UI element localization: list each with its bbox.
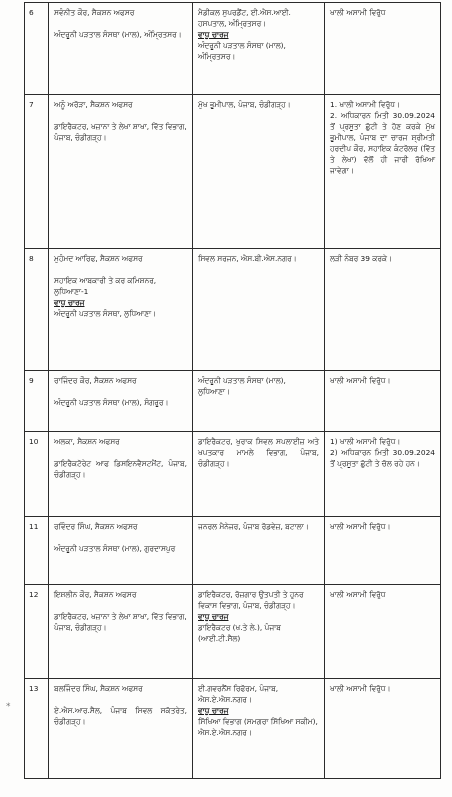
officer-name: ਰਵਿੰਦਰ ਸਿੰਘ, ਸੈਕਸ਼ਨ ਅਫਸਰ: [54, 522, 138, 531]
new-posting-cell: [193, 3, 325, 95]
remarks-cell: ਖਾਲੀ ਅਸਾਮੀ ਵਿਰੁੱਧ: [325, 3, 441, 95]
serial-number: 7: [25, 95, 49, 249]
remarks-cell: ਖਾਲੀ ਅਸਾਮੀ ਵਿਰੁੱਧ।: [325, 371, 441, 432]
new-posting: ਡਾਇਰੈਕਟਰ, ਖੁਰਾਕ ਸਿਵਲ ਸਪਲਾਈਜ਼ ਅਤੇ ਖਪਤਕਾਰ ਮਾਮਲੇ ਵਿਭਾਗ, ਪੰਜਾਬ, ਚੰਡੀਗੜ੍ਹ।: [198, 437, 319, 468]
remark-line: 2) ਅਧਿਕਾਰਨ ਮਿਤੀ 30.09.2024 ਤੋਂ ਪ੍ਰਸੂਤਾ ਛੁੱਟੀ ਤੇ ਚੱਲ ਰਹੇ ਹਨ।: [330, 448, 435, 468]
present-posting: ਸਹਾਇਕ ਆਬਕਾਰੀ ਤੇ ਕਰ ਕਮਿਸ਼ਨਰ, ਲੁਧਿਆਣਾ-1: [54, 276, 157, 296]
table-row: [25, 585, 441, 679]
table-row: [25, 371, 441, 432]
officer-cell: [49, 517, 193, 585]
remarks-cell: [325, 432, 441, 517]
new-posting: ਸਿਵਲ ਸਰਜਨ, ਐਸ.ਬੀ.ਐਸ.ਨਗਰ।: [198, 254, 297, 263]
present-posting: ਅੰਦਰੂਨੀ ਪੜਤਾਲ ਸੰਸਥਾ (ਮਾਲ), ਅੰਮ੍ਰਿਤਸਰ।: [54, 30, 182, 39]
extra-charge-posting: ਅੰਦਰੂਨੀ ਪੜਤਾਲ ਸੰਸਥਾ, ਲੁਧਿਆਣਾ।: [54, 309, 157, 318]
present-posting: ਡਾਇਰੈਕਟਰ, ਖਜ਼ਾਨਾ ਤੇ ਲੇਖਾ ਸ਼ਾਖਾ, ਵਿੱਤ ਵਿਭਾਗ, ਪੰਜਾਬ, ਚੰਡੀਗੜ੍ਹ।: [54, 122, 187, 142]
serial-number: 13: [25, 679, 49, 779]
extra-charge-posting: ਅੰਦਰੂਨੀ ਪੜਤਾਲ ਸੰਸਥਾ (ਮਾਲ), ਅੰਮ੍ਰਿਤਸਰ।: [198, 41, 286, 61]
table-row: [25, 249, 441, 371]
new-posting-cell: [193, 679, 325, 779]
officer-name: ਅਨੂੰ ਅਰੋੜਾ, ਸੈਕਸ਼ਨ ਅਫਸਰ: [54, 100, 133, 109]
serial-number: 8: [25, 249, 49, 371]
remarks-cell: ਲੜੀ ਨੰਬਰ 39 ਕਰਕੇ।: [325, 249, 441, 371]
officer-cell: [49, 679, 193, 779]
officer-name: ਰਾਜਿੰਦਰ ਕੌਰ, ਸੈਕਸ਼ਨ ਅਫਸਰ: [54, 376, 137, 385]
extra-charge-label: ਵਾਧੂ ਚਾਰਜ: [198, 706, 229, 715]
officer-name: ਮੁਹੰਮਦ ਆਰਿਫ, ਸੈਕਸ਼ਨ ਅਫਸਰ: [54, 254, 143, 263]
table-row: [25, 679, 441, 779]
remarks-cell: ਖਾਲੀ ਅਸਾਮੀ ਵਿਰੁੱਧ: [325, 585, 441, 679]
officer-name: ਇਸ਼ਲੀਨ ਕੌਰ, ਸੈਕਸ਼ਨ ਅਫਸਰ: [54, 590, 137, 599]
officer-cell: [49, 3, 193, 95]
serial-number: 12: [25, 585, 49, 679]
extra-charge-posting: ਸਿੱਖਿਆ ਵਿਭਾਗ (ਸਮਗਰਾ ਸਿੱਖਿਆ ਸਕੀਮ), ਐਸ.ਏ.ਐਸ.ਨਗਰ।: [198, 717, 318, 737]
posting-table: [24, 2, 441, 779]
officer-name: ਅਲਕਾ, ਸੈਕਸ਼ਨ ਅਫਸਰ: [54, 437, 120, 446]
new-posting: ਈ.ਗਵਰਨੈਂਸ ਰਿਫੋਰਮ, ਪੰਜਾਬ, ਐਸ.ਏ.ਐਸ.ਨਗਰ।: [198, 684, 279, 704]
serial-number: 6: [25, 3, 49, 95]
extra-charge-label: ਵਾਧੂ ਚਾਰਜ: [54, 298, 85, 307]
serial-number: 11: [25, 517, 49, 585]
present-posting: ਡਾਇਰੈਕਟੋਰੇਟ ਆਫ ਡਿਸਇਨਵੈਸਟਮੈਂਟ, ਪੰਜਾਬ, ਚੰਡੀਗੜ੍ਹ।: [54, 459, 187, 479]
table-row: [25, 95, 441, 249]
new-posting: ਡਾਇਰੈਕਟਰ, ਰੋਜ਼ਗਾਰ ਉਤਪਤੀ ਤੇ ਹੁਨਰ ਵਿਕਾਸ ਵਿਭਾਗ, ਪੰਜਾਬ, ਚੰਡੀਗੜ੍ਹ।: [198, 590, 304, 610]
new-posting-cell: [193, 249, 325, 371]
table-row: [25, 432, 441, 517]
present-posting: ਏ.ਐਸ.ਆਰ.ਸੈਲ, ਪੰਜਾਬ ਸਿਵਲ ਸਕੱਤਰੇਤ, ਚੰਡੀਗੜ੍ਹ।: [54, 706, 187, 726]
remarks-cell: ਖਾਲੀ ਅਸਾਮੀ ਵਿਰੁੱਧ।: [325, 517, 441, 585]
table-row: [25, 3, 441, 95]
remark-line: 2. ਅਧਿਕਾਰਨ ਮਿਤੀ 30.09.2024 ਤੋਂ ਪ੍ਰਸੂਤਾ ਛੁੱਟੀ ਤੇ ਹੋਣ ਕਰਕੇ ਮੁੱਖ ਭੂਮੀਪਾਲ, ਪੰਜਾਬ ਦਾ ਚਾਰਜ ਸ਼੍ਰੀਮਤੀ ਹਰਦੀਪ ਕੌਰ, ਸਹਾਇਕ ਕੰਟਰੋਲਰ (ਵਿੱਤ ਤੇ ਲੇਖਾ) ਵੱਲੋਂ ਹੀ ਜਾਰੀ ਰੱਖਿਆ ਜਾਵੇਗਾ।: [330, 111, 435, 175]
present-posting: ਅੰਦਰੂਨੀ ਪੜਤਾਲ ਸੰਸਥਾ (ਮਾਲ), ਗੁਰਦਾਸਪੁਰ: [54, 544, 176, 553]
present-posting: ਅੰਦਰੂਨੀ ਪੜਤਾਲ ਸੰਸਥਾ (ਮਾਲ), ਸੰਗਰੂਰ।: [54, 398, 169, 407]
new-posting: ਮੈਡੀਕਲ ਸੁਪਰਡੈਂਟ, ਈ.ਐਸ.ਆਈ. ਹਸਪਤਾਲ, ਅੰਮ੍ਰਿਤਸਰ।: [198, 8, 291, 28]
extra-charge-label: ਵਾਧੂ ਚਾਰਜ: [198, 30, 229, 39]
extra-charge-posting: ਡਾਇਰੈਕਟਰ (ਖ.ਤੇ ਲੇ.), ਪੰਜਾਬ (ਆਈ.ਟੀ.ਸੈਲ): [198, 623, 281, 643]
remark-line: 1. ਖਾਲੀ ਅਸਾਮੀ ਵਿਰੁੱਧ।: [330, 100, 400, 109]
table-row: [25, 517, 441, 585]
new-posting-cell: ਜਨਰਲ ਮੈਨੇਜਰ, ਪੰਜਾਬ ਰੋਡਵੇਜ਼, ਬਟਾਲਾ।: [193, 517, 325, 585]
new-posting-cell: [193, 432, 325, 517]
present-posting: ਡਾਇਰੈਕਟਰ, ਖਜ਼ਾਨਾ ਤੇ ਲੇਖਾ ਸ਼ਾਖਾ, ਵਿੱਤ ਵਿਭਾਗ, ਪੰਜਾਬ, ਚੰਡੀਗੜ੍ਹ।: [54, 612, 187, 632]
officer-cell: [49, 432, 193, 517]
remarks-cell: [325, 95, 441, 249]
remarks-cell: ਖਾਲੀ ਅਸਾਮੀ ਵਿਰੁੱਧ।: [325, 679, 441, 779]
serial-number: 9: [25, 371, 49, 432]
new-posting-cell: ਅੰਦਰੂਨੀ ਪੜਤਾਲ ਸੰਸਥਾ (ਮਾਲ), ਲੁਧਿਆਣਾ।: [193, 371, 325, 432]
officer-cell: [49, 371, 193, 432]
serial-number: 10: [25, 432, 49, 517]
new-posting-cell: [193, 585, 325, 679]
margin-mark: *: [6, 702, 11, 712]
officer-cell: [49, 249, 193, 371]
remark-line: 1) ਖਾਲੀ ਅਸਾਮੀ ਵਿਰੁੱਧ।: [330, 437, 401, 446]
new-posting: ਮੁੱਖ ਭੂਮੀਪਾਲ, ਪੰਜਾਬ, ਚੰਡੀਗੜ੍ਹ।: [198, 100, 291, 109]
officer-cell: [49, 95, 193, 249]
officer-name: ਸਵੰਨੀਤ ਕੌਰ, ਸੈਕਸ਼ਨ ਅਫਸਰ: [54, 8, 135, 17]
new-posting-cell: [193, 95, 325, 249]
officer-cell: [49, 585, 193, 679]
officer-name: ਬਲਜਿੰਦਰ ਸਿੰਘ, ਸੈਕਸ਼ਨ ਅਫਸਰ: [54, 684, 143, 693]
extra-charge-label: ਵਾਧੂ ਚਾਰਜ: [198, 612, 229, 621]
